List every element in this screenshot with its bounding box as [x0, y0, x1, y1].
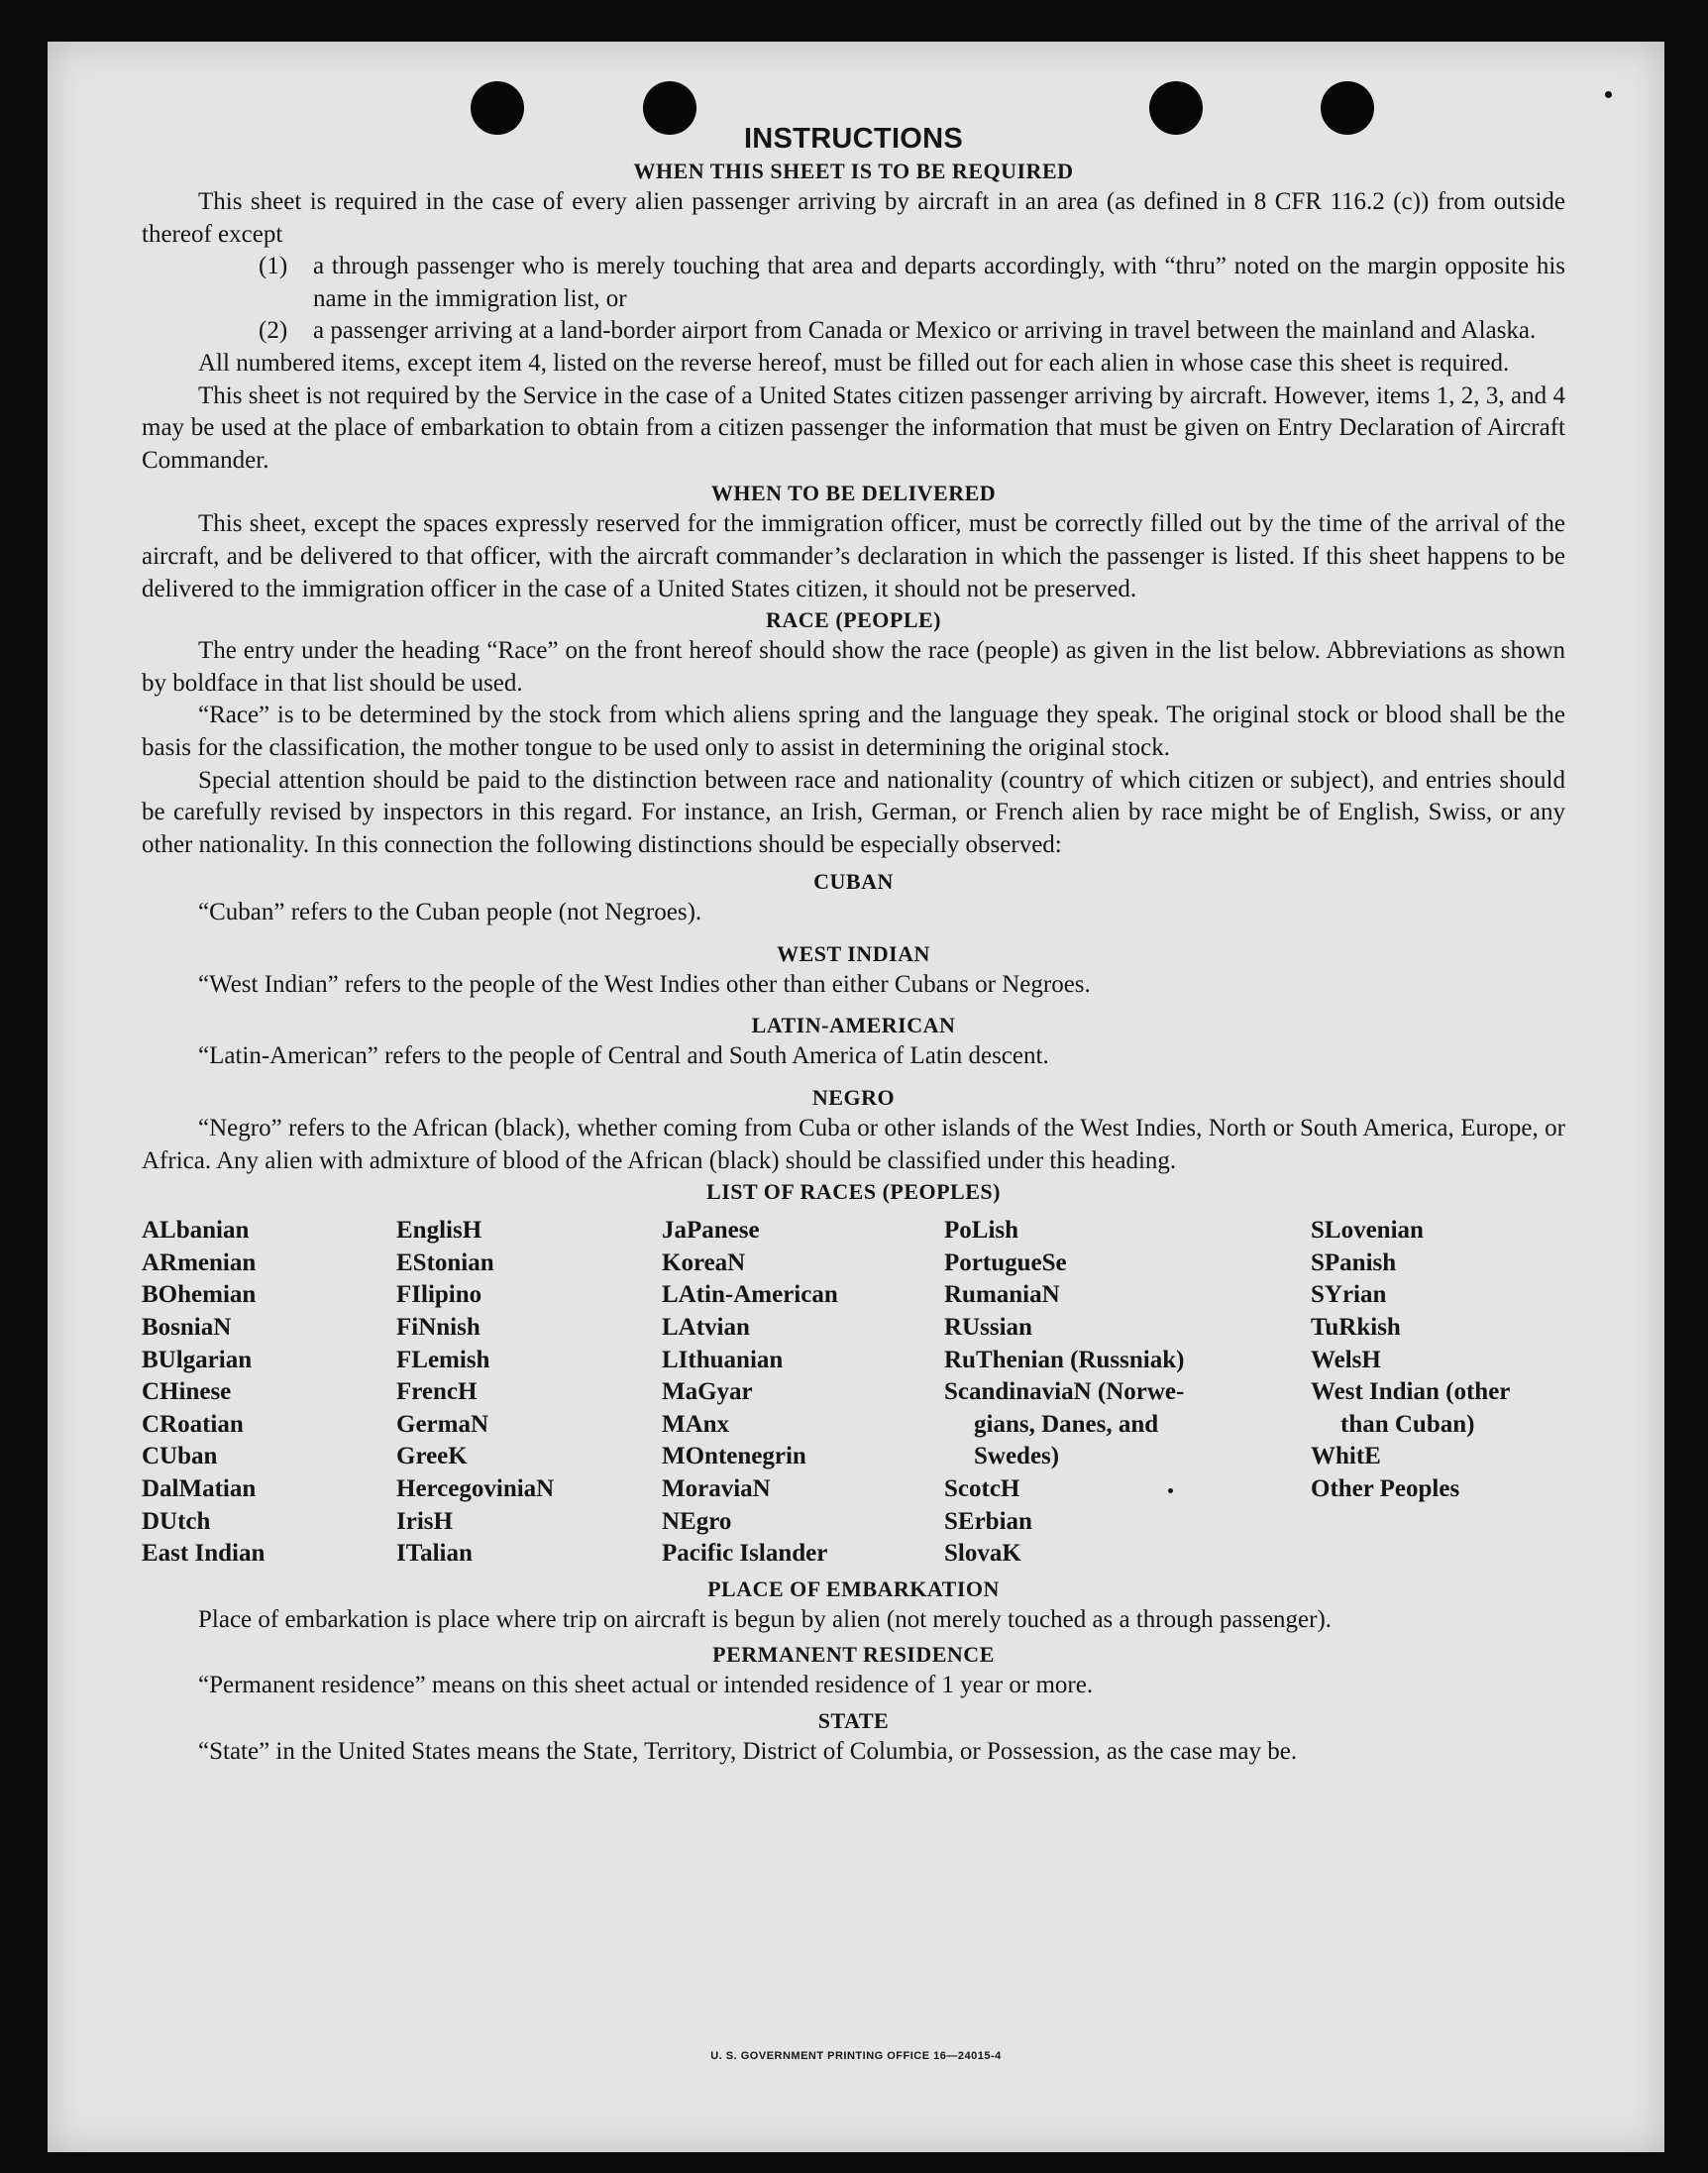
race-entry: MoraviaN — [662, 1475, 771, 1502]
race-entry: PortugueSe — [944, 1249, 1067, 1276]
race-entry: West Indian (other — [1311, 1378, 1511, 1406]
race-entry: gians, Danes, and — [974, 1410, 1159, 1438]
race-entry: ALbanian — [142, 1217, 250, 1245]
paragraph: “West Indian” refers to the people of the West Indies other than either Cubans or Negroes. — [198, 970, 1091, 998]
section-heading: NEGRO — [811, 1085, 896, 1111]
races-column — [396, 1215, 662, 1571]
paragraph: “Negro” refers to the African (black), whether coming from Cuba or other islands of the West Indies, North or South America, Europe, or Africa. Any alien with admixture of blood of the African (black) should be classified under this heading. — [142, 1115, 1565, 1174]
race-entry: FIlipino — [396, 1281, 482, 1309]
paragraph: “Cuban” refers to the Cuban people (not Negroes). — [198, 899, 702, 926]
race-entry: IrisH — [396, 1507, 453, 1535]
races-column — [662, 1215, 944, 1571]
section-heading: RACE (PEOPLE) — [766, 607, 941, 633]
race-entry: NEgro — [662, 1507, 732, 1535]
race-entry: BUlgarian — [142, 1346, 253, 1373]
item-text: a through passenger who is merely touching that area and departs accordingly, with “thru” noted on the margin opposite his name in the immigration list, or — [313, 253, 1565, 312]
printer-footer: U. S. GOVERNMENT PRINTING OFFICE 16—24015-4 — [710, 2050, 1002, 2062]
paragraph: “Permanent residence” means on this sheet actual or intended residence of 1 year or more. — [198, 1672, 1094, 1699]
speck — [1605, 91, 1612, 98]
race-entry: PoLish — [944, 1217, 1019, 1245]
section-heading: LIST OF RACES (PEOPLES) — [706, 1179, 1001, 1205]
paragraph: All numbered items, except item 4, listed on the reverse hereof, must be filled out for each alien in whose case this sheet is required. — [198, 349, 1510, 377]
race-entry: TuRkish — [1311, 1314, 1401, 1342]
race-entry: Pacific Islander — [662, 1540, 828, 1568]
races-column — [142, 1215, 396, 1571]
section-heading: STATE — [817, 1707, 890, 1733]
race-entry: RuThenian (Russniak) — [944, 1346, 1185, 1373]
item-text: a passenger arriving at a land-border airport from Canada or Mexico or arriving in travel between the mainland and Alaska. — [313, 317, 1537, 345]
paragraph: This sheet is not required by the Service in the case of a United States citizen passenger arriving by aircraft. However, items 1, 2, 3, and 4 may be used at the place of embarkation to obtain from a citizen passenger the information that must be given on Entry Declaration of Aircraft Commander. — [142, 381, 1565, 474]
section-heading: PERMANENT RESIDENCE — [712, 1642, 995, 1668]
race-entry: MOntenegrin — [662, 1443, 806, 1470]
race-entry: SLovenian — [1311, 1217, 1424, 1245]
section-heading: CUBAN — [813, 869, 894, 895]
race-entry: MAnx — [662, 1410, 730, 1438]
section-heading: WEST INDIAN — [777, 940, 930, 966]
paragraph: “Race” is to be determined by the stock from which aliens spring and the language they speak. The original stock or blood shall be the basis for the classification, the mother tongue to be used only to assist in determining the original stock. — [142, 702, 1565, 761]
race-entry: SErbian — [944, 1507, 1032, 1535]
paragraph: Special attention should be paid to the distinction between race and nationality (country of which citizen or subject), and entries should be carefully revised by inspectors in this regard. For instance, an Irish, German, or French alien by race might be of English, Swiss, or any other nationality. In this connection the following distinctions should be especially observed: — [142, 766, 1565, 858]
races-column — [944, 1215, 1311, 1571]
list-item — [142, 315, 1565, 348]
section-heading: WHEN THIS SHEET IS TO BE REQUIRED — [633, 159, 1074, 183]
race-entry: ScotcH — [944, 1475, 1020, 1502]
race-entry: than Cuban) — [1340, 1410, 1475, 1438]
races-column — [1311, 1215, 1565, 1571]
paragraph: The entry under the heading “Race” on the front hereof should show the race (people) as given in the list below. Abbreviations as shown by boldface in that list should be used. — [142, 637, 1565, 697]
race-entry: GermaN — [396, 1410, 489, 1438]
race-entry: JaPanese — [662, 1217, 760, 1245]
race-entry: RumaniaN — [944, 1281, 1060, 1309]
item-number: (1) — [259, 253, 288, 280]
race-entry: LIthuanian — [662, 1346, 784, 1373]
race-entry: RUssian — [944, 1314, 1032, 1342]
paragraph: This sheet is required in the case of every alien passenger arriving by aircraft in an area (as defined in 8 CFR 116.2 (c)) from outside thereof except — [142, 188, 1565, 248]
page-title: INSTRUCTIONS — [743, 123, 964, 155]
race-entry: EnglisH — [396, 1217, 482, 1245]
race-entry: GreeK — [396, 1443, 468, 1470]
race-entry: DUtch — [142, 1507, 211, 1535]
race-entry: BosniaN — [142, 1314, 232, 1342]
race-entry: CRoatian — [142, 1410, 244, 1438]
race-entry: KoreaN — [662, 1249, 746, 1276]
race-entry: ScandinaviaN (Norwe- — [944, 1378, 1185, 1406]
instructions-body — [142, 121, 1565, 1769]
race-entry: CHinese — [142, 1378, 232, 1406]
document-page — [48, 42, 1664, 2152]
race-entry: MaGyar — [662, 1378, 753, 1406]
race-entry: BOhemian — [142, 1281, 257, 1309]
list-item — [142, 251, 1565, 315]
paragraph: “State” in the United States means the State, Territory, District of Columbia, or Possession, as the case may be. — [198, 1737, 1298, 1765]
race-entry: EStonian — [396, 1249, 494, 1276]
race-entry: FLemish — [396, 1346, 490, 1373]
section-heading: WHEN TO BE DELIVERED — [710, 481, 997, 506]
race-entry: HercegoviniaN — [396, 1475, 555, 1502]
section-heading: LATIN-AMERICAN — [751, 1013, 956, 1038]
race-entry: LAtvian — [662, 1314, 750, 1342]
race-entry: WhitE — [1311, 1443, 1381, 1470]
race-entry: Other Peoples — [1311, 1475, 1460, 1502]
race-entry: ARmenian — [142, 1249, 257, 1276]
race-entry: Swedes) — [974, 1443, 1060, 1470]
race-entry: WelsH — [1311, 1346, 1381, 1373]
race-entry: CUban — [142, 1443, 218, 1470]
race-entry: ITalian — [396, 1540, 473, 1568]
paragraph: This sheet, except the spaces expressly reserved for the immigration officer, must be correctly filled out by the time of the arrival of the aircraft, and be delivered to that officer, with the aircraft commander’s declaration in which the passenger is listed. If this sheet happens to be delivered to the immigration officer in the case of a United States citizen, it should not be preserved. — [142, 510, 1565, 602]
race-entry: SlovaK — [944, 1540, 1021, 1568]
paragraph: “Latin-American” refers to the people of Central and South America of Latin descent. — [198, 1042, 1049, 1070]
race-entry: DalMatian — [142, 1475, 257, 1502]
race-entry: FrencH — [396, 1378, 478, 1406]
section-heading: PLACE OF EMBARKATION — [707, 1575, 1000, 1601]
item-number: (2) — [259, 317, 288, 345]
race-entry: SPanish — [1311, 1249, 1397, 1276]
races-table — [142, 1215, 1565, 1571]
race-entry: East Indian — [142, 1540, 266, 1568]
paragraph: Place of embarkation is place where trip on aircraft is begun by alien (not merely touched as a through passenger). — [198, 1605, 1333, 1633]
race-entry: FiNnish — [396, 1314, 480, 1342]
race-entry: LAtin-American — [662, 1281, 838, 1309]
race-entry: SYrian — [1311, 1281, 1387, 1309]
